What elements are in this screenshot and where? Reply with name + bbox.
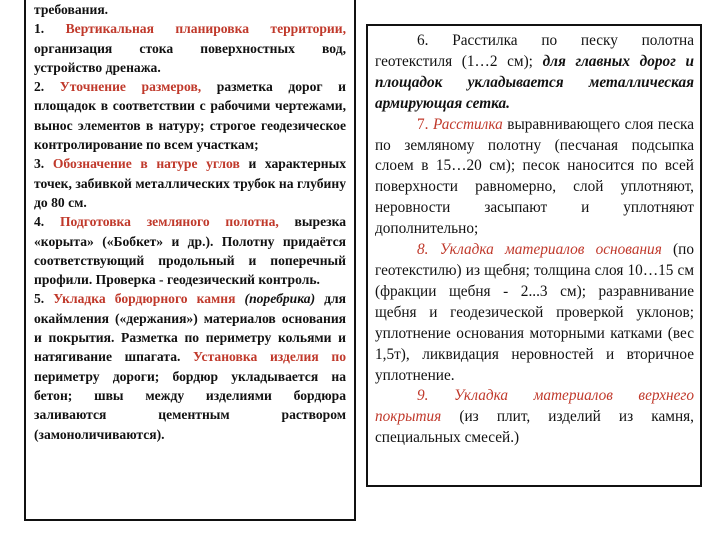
left-text-panel <box>24 0 356 521</box>
item-text: организация стока поверхностных вод, устройство дренажа. <box>34 40 346 75</box>
item-text: разметка дорог и площадок в соответствии с рабочими чертежами, вынос элементов в натуру; строгое геодезическое контролирование по всем участкам; <box>34 79 346 153</box>
item-text: вырезка «корыта» («Бобкет» и др.). Полотну придаётся соответствующий продольный и поперечный профили. Проверка - геодезический контроль. <box>34 214 346 288</box>
list-item <box>34 289 346 443</box>
item-text: (из плит, изделий из камня, специальных смесей.) <box>375 408 694 447</box>
list-item <box>375 31 694 115</box>
list-item <box>34 19 346 77</box>
item-title: Расстилка <box>432 115 503 133</box>
list-item <box>375 115 694 240</box>
item-note: (поребрика) <box>244 291 316 307</box>
item-text: для окаймления («держания») материалов основания и покрытия. Разметка по периметру кольями и натягивание шпагата. <box>34 291 347 365</box>
item-number: 3. <box>34 156 45 172</box>
list-item <box>375 386 694 449</box>
right-text-panel <box>366 24 702 487</box>
item-title: Укладка материалов основания <box>439 241 662 259</box>
item-number: 9. <box>417 387 429 405</box>
item-number: 4. <box>34 214 45 230</box>
item-title: Обозначение в натуре углов <box>52 156 240 172</box>
item-text: (по геотекстилю) из щебня; толщина слоя 10…15 см (фракции щебня - 2...3 см); разравнивание щебня и геодезической проверкой уклонов; уплотнение основания моторными катками (вес 1,5т), ликвидация неровностей и вторичное уплотнение. <box>375 241 694 384</box>
item-title-secondary: Установка изделия по <box>193 349 346 365</box>
item-title: Подготовка земляного полотна, <box>59 214 279 230</box>
intro-text: требования. <box>34 2 109 17</box>
list-item <box>34 212 346 289</box>
item-title: Вертикальная планировка территории, <box>65 21 346 37</box>
item-text: Расстилка по песку полотна геотекстиля (1…2 см); <box>375 32 694 70</box>
item-text-secondary: периметру дороги; бордюр укладывается на бетон; швы между изделиями бордюра заливаются цементным раствором (замоноличиваются). <box>34 368 346 442</box>
item-text: и характерных точек, забивкой металлических трубок на глубину до 80 см. <box>34 156 347 210</box>
item-number: 6. <box>417 32 429 49</box>
item-number: 8. <box>417 241 429 259</box>
item-number: 5. <box>34 291 45 307</box>
item-number: 7. <box>417 115 429 133</box>
item-text: выравнивающего слоя песка по земляному полотну (песчаная подсыпка слоем в 15…20 см); песок наносится по всей поверхности равномерно, слой уплотняют, неровности засыпают и уплотняют дополнительно; <box>375 115 695 238</box>
item-emphasis: для главных дорог и площадок укладывается металлическая армирующая сетка. <box>375 52 694 112</box>
list-item <box>34 154 346 212</box>
item-number: 2. <box>34 79 45 95</box>
list-item <box>34 77 346 154</box>
item-number: 1. <box>34 21 45 37</box>
list-item <box>375 240 694 386</box>
item-title: Укладка бордюрного камня <box>53 291 236 307</box>
item-title: Укладка материалов верхнего покрытия <box>375 387 694 426</box>
item-title: Уточнение размеров, <box>59 79 202 95</box>
